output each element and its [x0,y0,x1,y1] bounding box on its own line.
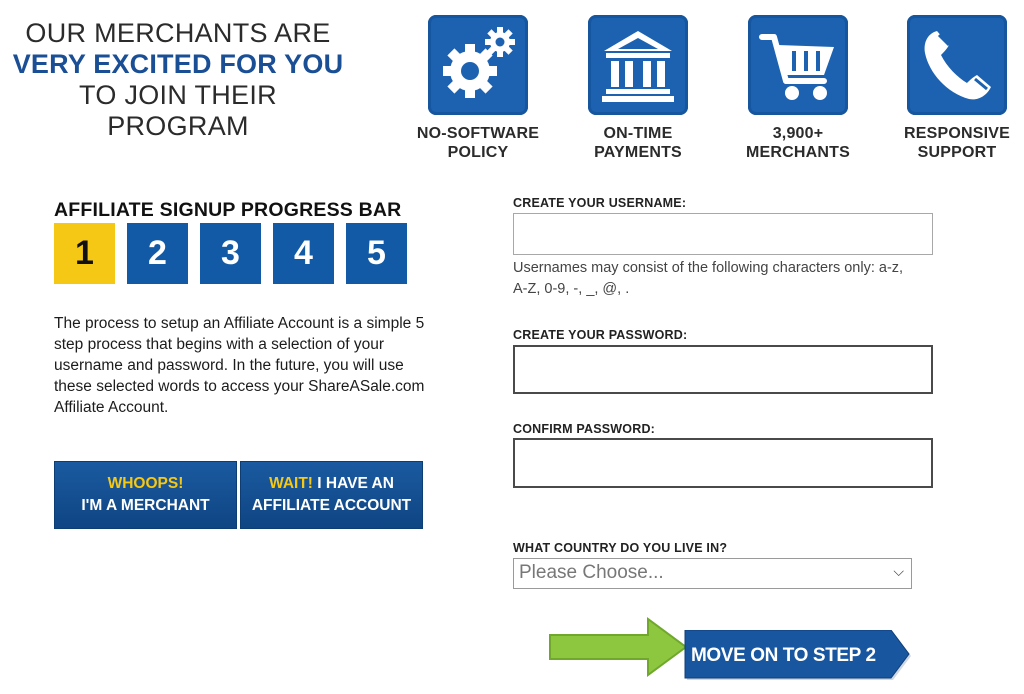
feature-no-software [414,15,542,162]
progress-title: AFFILIATE SIGNUP PROGRESS BAR [54,199,402,221]
country-select[interactable] [513,558,912,589]
feature-caption [734,124,862,162]
confirm-password-input[interactable] [513,438,933,488]
feature-responsive-support [893,15,1021,162]
step-1: 1 [54,223,115,284]
headline-line-3: TO JOIN THEIR PROGRAM [79,80,277,141]
username-input[interactable] [513,213,933,255]
next-step-button[interactable] [683,630,915,682]
feature-caption-line-2: PAYMENTS [594,144,682,161]
headline [8,18,348,142]
feature-caption-line-1: NO-SOFTWARE [416,125,540,142]
username-label: CREATE YOUR USERNAME: [513,196,687,210]
chevron-down-icon: ⌵ [893,563,904,579]
country-label: WHAT COUNTRY DO YOU LIVE IN? [513,541,728,555]
cart-icon [748,15,848,115]
step-3: 3 [200,223,261,284]
feature-on-time-payments [574,15,702,162]
step-2: 2 [127,223,188,284]
username-hint: Usernames may consist of the following characters only: a-z, A-Z, 0-9, -, _, @, . [513,260,904,297]
feature-caption-line-1: ON-TIME [603,125,673,142]
merchant-button-highlight: WHOOPS! [107,475,184,492]
affiliate-button-line-2: AFFILIATE ACCOUNT [251,497,412,514]
feature-caption-line-1: RESPONSIVE [903,125,1011,142]
feature-caption-line-1: 3,900+ [772,125,824,142]
feature-caption [414,124,542,162]
feature-caption-line-2: MERCHANTS [745,144,851,161]
affiliate-button-highlight: WAIT! [269,475,313,492]
next-step-button-label: MOVE ON TO STEP 2 [691,645,876,666]
confirm-password-label: CONFIRM PASSWORD: [513,422,656,436]
feature-caption-line-2: POLICY [447,144,509,161]
password-input[interactable] [513,345,933,394]
merchant-button[interactable] [54,461,237,529]
headline-line-1: OUR MERCHANTS ARE [25,18,331,48]
gears-icon [428,15,528,115]
process-description: The process to setup an Affiliate Account is a simple 5 step process that begins with a selection of your username and password. In the future, you will use these selected words to access your ShareASale.com Affiliate Account. [54,315,425,416]
feature-caption-line-2: SUPPORT [917,144,997,161]
progress-steps [54,223,407,284]
headline-line-2: VERY EXCITED FOR YOU [12,49,344,79]
existing-affiliate-button[interactable] [240,461,423,529]
step-4: 4 [273,223,334,284]
step-5: 5 [346,223,407,284]
affiliate-button-line-1 [241,473,422,495]
country-select-value: Please Choose... [519,562,664,583]
password-label: CREATE YOUR PASSWORD: [513,328,688,342]
merchant-button-label: I'M A MERCHANT [81,497,210,514]
phone-icon [907,15,1007,115]
feature-caption [574,124,702,162]
bank-icon [588,15,688,115]
feature-merchants [734,15,862,162]
affiliate-button-label-rest: I HAVE AN [312,475,394,492]
feature-caption [893,124,1021,162]
arrow-right-icon [548,617,690,677]
